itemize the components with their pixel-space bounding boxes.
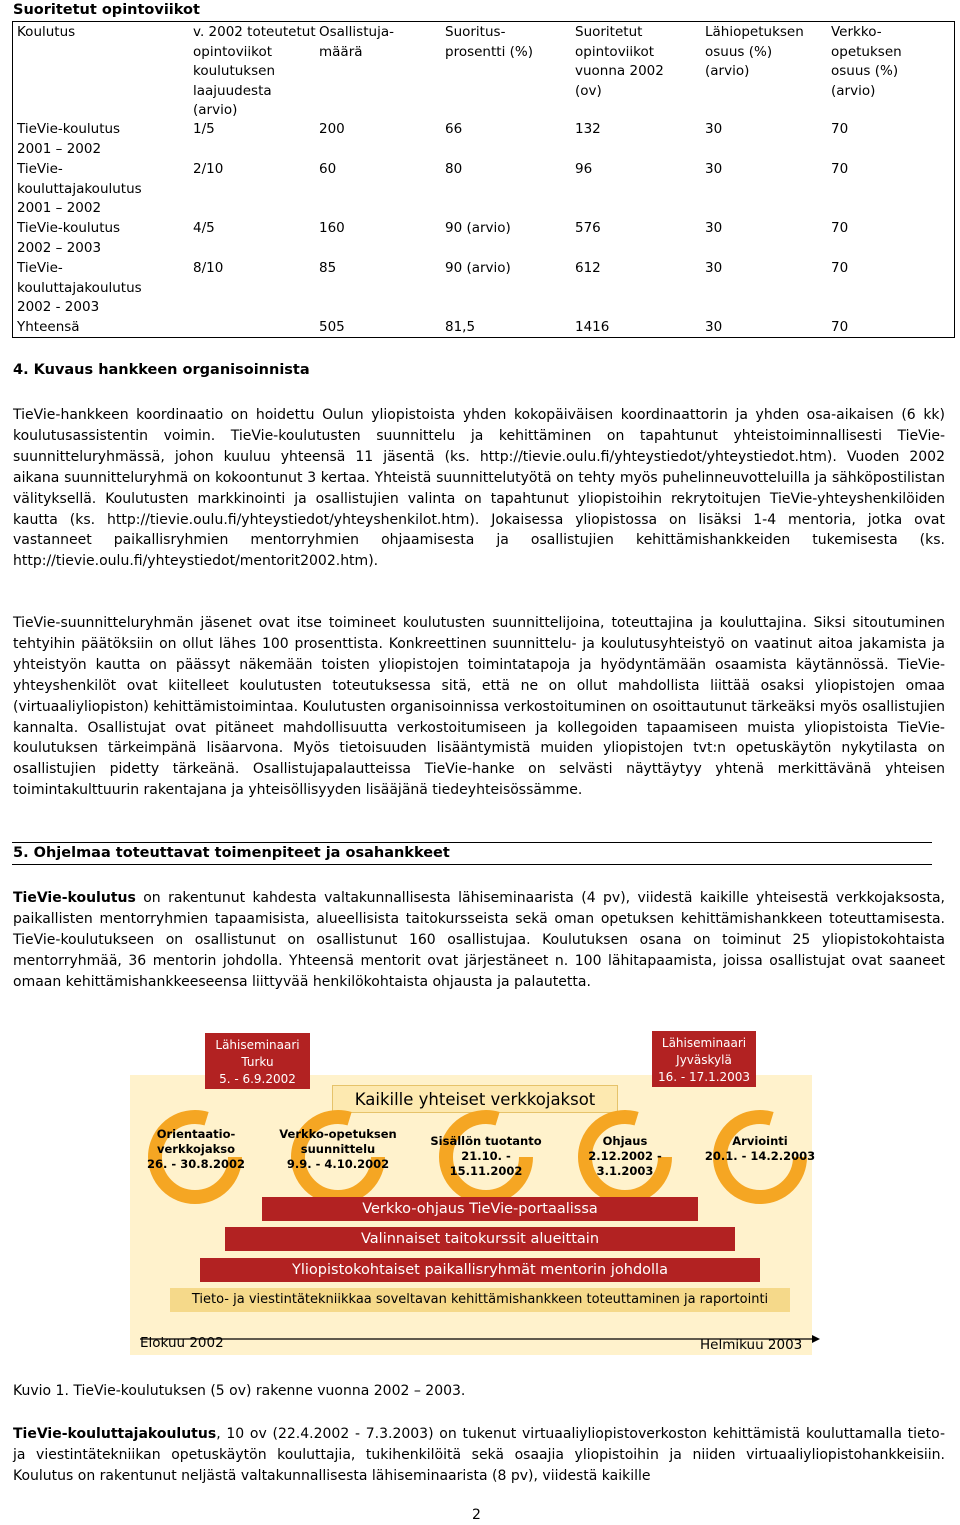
figure-caption: Kuvio 1. TieVie-koulutuksen (5 ov) rakenne vuonna 2002 – 2003. (13, 1383, 466, 1399)
table-cell: 70 (831, 161, 849, 177)
page-number: 2 (472, 1507, 481, 1523)
stage-ohjaus: Ohjaus 2.12.2002 - 3.1.2003 (588, 1134, 662, 1178)
col-header-suoritetut: Suoritetut opintoviikot vuonna 2002 (ov) (575, 24, 664, 99)
band-kehittamishanke: Tieto- ja viestintätekniikkaa soveltavan kehittämishankkeen toteuttaminen ja raportointi (170, 1288, 790, 1312)
timeline-arrowhead (812, 1335, 820, 1343)
stage-arrows (0, 1025, 960, 1365)
table-cell: 30 (705, 220, 723, 236)
band-paikallisryhmat: Yliopistokohtaiset paikallisryhmät mentorin johdolla (200, 1258, 760, 1282)
table-cell: 30 (705, 121, 723, 137)
table-cell: 576 (575, 220, 601, 236)
table-cell: 30 (705, 260, 723, 276)
paragraph-bold-term: TieVie-koulutus (13, 890, 136, 906)
table-cell: 60 (319, 161, 337, 177)
stage-arviointi: Arviointi 20.1. - 14.2.2003 (704, 1134, 816, 1163)
table-cell: 80 (445, 161, 463, 177)
table-cell: 70 (831, 121, 849, 137)
col-header-koulutus: Koulutus (17, 24, 76, 40)
col-header-lahiopetus: Lähiopetuksen osuus (%) (arvio) (705, 24, 804, 79)
table-cell: 2/10 (193, 161, 224, 177)
stage-sisallon-tuotanto: Sisällön tuotanto 21.10. - 15.11.2002 (430, 1134, 542, 1178)
table-cell: 4/5 (193, 220, 215, 236)
table-cell: 90 (arvio) (445, 260, 511, 276)
section-5-heading: 5. Ohjelmaa toteuttavat toimenpiteet ja osahankkeet (13, 845, 450, 861)
page-title: Suoritetut opintoviikot (13, 2, 200, 18)
table-cell: 612 (575, 260, 601, 276)
table-cell: 85 (319, 260, 337, 276)
section-4-paragraph-1: TieVie-hankkeen koordinaatio on hoidettu Oulun yliopistoista yhden kokopäiväisen koordinaattorin ja yhden osa-aikaisen (6 kk) koulutusassistentin voimin. TieVie-koulutusten suunnittelu ja kehittäminen on tapahtunut yhteistoiminnallisesti TieVie-suunnitteluryhmässä, johon kuuluu yhteensä 11 jäsentä (ks. http://tievie.oulu.fi/yhteystiedot/yhteystiedot.htm). Vuoden 2002 aikana suunnitteluryhmä on kokoontunut 3 kertaa. Yhteistä suunnittelutyötä on tehty myös puhelinneuvotteluilla ja sähköpostilistan välityksellä. Koulutusten markkinointi ja osallistujien valinta on tapahtunut yliopistoihin rekrytoitujen TieVie-yhteyshenkilöiden kautta (ks. http://tievie.oulu.fi/yhteystiedot/yhteyshenkilot.htm). Jokaisessa yliopistossa on lisäksi 1-4 mentoria, jotka ovat vastanneet paikallisryhmien mentorryhmien ohjaamisesta ja osallistujien kehittämishankkeiden tukemisesta (ks. http://tievie.oulu.fi/yhteystiedot/mentorit2002.htm). (13, 407, 945, 570)
band-verkko-ohjaus: Verkko-ohjaus TieVie-portaalissa (262, 1197, 698, 1221)
section-4-paragraph-2: TieVie-suunnitteluryhmän jäsenet ovat itse toimineet koulutusten suunnittelijoina, toteuttajina ja kouluttajina. Siksi sitoutuminen tehtyihin päätöksiin on ollut lähes 100 prosenttista. Konkreettinen suunnittelu- ja koulutusyhteistyö on vaatinut aitoa jakamista ja yhteistyön kautta on päässyt näkemään toisten yliopistojen toimintatapoja ja hyödyntämään osaamista käytännössä. TieVie-yhteyshenkilöt ovat kiitelleet koulutusten toteutuksessa sitä, että ne on ollut mahdollista liittää osaksi yliopistojen omaa (virtuaaliyliopiston) kehittämistoimintaa. Koulutusten organisoinnissa verkostoituminen on osoittautunut tärkeäksi myös osallistujien kannalta. Osallistujat ovat pitäneet mahdollisuutta verkostoitumiseen ja kollegoiden tapaamiseen muista yliopistoista TieVie-koulutuksen tärkeimpänä lisäarvona. Myös tietoisuuden lisääntymistä muiden yliopistojen tvt:n opetuskäytön nykytilasta on osallistujien pidetty tärkeänä. Osallistujapalautteissa TieVie-hanke on selvästi näyttäytyy yhtenä merkittävänä yhteisen toimintakulttuurin rakentajana ja yhteisöllisyyden lisääjänä tiedeyhteisössämme. (13, 615, 945, 799)
table-cell: 1416 (575, 319, 610, 335)
course-structure-diagram (0, 1025, 960, 1365)
timeline-start: Elokuu 2002 (140, 1335, 224, 1351)
col-header-osallistujat: Osallistuja- määrä (319, 24, 394, 60)
table-cell: 1/5 (193, 121, 215, 137)
col-header-verkko: Verkko- opetuksen osuus (%) (arvio) (831, 24, 902, 99)
paragraph-bold-term: TieVie-kouluttajakoulutus (13, 1426, 217, 1442)
seminar-turku: Lähiseminaari Turku 5. - 6.9.2002 (205, 1033, 310, 1089)
section-4-heading: 4. Kuvaus hankkeen organisoinnista (13, 362, 310, 378)
section-5-paragraph-1: TieVie-koulutus on rakentunut kahdesta valtakunnallisesta lähiseminaarista (4 pv), viidestä kaikille yhteisestä verkkojaksosta, paikallisten mentorryhmien tapaamisista, alueellisista taitokursseista sekä oman opetuksen kehittämishankkeen toteuttamisesta. TieVie-koulutukseen on osallistunut on osallistunut 160 osallistujaa. Koulutuksen osana on toiminut 25 yliopistokohtaista mentorryhmää, 36 mentorin johdolla. Yhteensä mentorit ovat järjestäneet n. 100 lähitapaamista, joissa osallistujat ovat saaneet omaan kehittämishankkeeseensa liittyvää henkilökohtaista ohjausta ja palautetta. (13, 890, 945, 990)
table-cell: 90 (arvio) (445, 220, 511, 236)
table-cell: 96 (575, 161, 593, 177)
col-header-prosentti: Suoritus- prosentti (%) (445, 24, 533, 60)
table-cell: 132 (575, 121, 601, 137)
table-total-label: Yhteensä (17, 319, 80, 335)
timeline-end: Helmikuu 2003 (700, 1337, 803, 1353)
band-taitokurssit: Valinnaiset taitokurssit alueittain (225, 1227, 735, 1251)
completed-credits-table (12, 21, 955, 338)
stage-orientaatio: Orientaatio- verkkojakso 26. - 30.8.2002 (147, 1127, 245, 1171)
table-cell: 66 (445, 121, 463, 137)
table-row-name: TieVie- kouluttajakoulutus 2002 - 2003 (17, 260, 142, 315)
table-cell: 160 (319, 220, 345, 236)
table-row-name: TieVie- kouluttajakoulutus 2001 – 2002 (17, 161, 142, 216)
stage-suunnittelu: Verkko-opetuksen suunnittelu 9.9. - 4.10.2002 (279, 1127, 397, 1171)
seminar-jyvaskyla: Lähiseminaari Jyväskylä 16. - 17.1.2003 (652, 1031, 756, 1087)
table-row-name: TieVie-koulutus 2002 – 2003 (17, 220, 121, 256)
table-cell: 200 (319, 121, 345, 137)
table-cell: 30 (705, 161, 723, 177)
table-cell: 70 (831, 220, 849, 236)
section-5-paragraph-2: TieVie-kouluttajakoulutus, 10 ov (22.4.2002 - 7.3.2003) on tukenut virtuaaliyliopistoverkoston kehittämistä kouluttamalla tieto- ja viestintätekniikan opetuskäytön kouluttajia, tukihenkilöitä sekä osaajia yliopistoihin ja niiden virtuaaliyliopistohankkeisiin. Koulutus on rakentunut neljästä valtakunnallisesta lähiseminaarista (8 pv), viidestä kaikille (13, 1426, 945, 1484)
table-cell: 505 (319, 319, 345, 335)
col-header-laajuus: v. 2002 toteutetut opintoviikot koulutuksen laajuudesta (arvio) (193, 24, 316, 118)
common-online-periods-label: Kaikille yhteiset verkkojaksot (332, 1085, 618, 1113)
table-cell: 70 (831, 260, 849, 276)
table-cell: 81,5 (445, 319, 476, 335)
table-cell: 70 (831, 319, 849, 335)
table-row-name: TieVie-koulutus 2001 – 2002 (17, 121, 121, 157)
table-cell: 30 (705, 319, 723, 335)
table-cell: 8/10 (193, 260, 224, 276)
